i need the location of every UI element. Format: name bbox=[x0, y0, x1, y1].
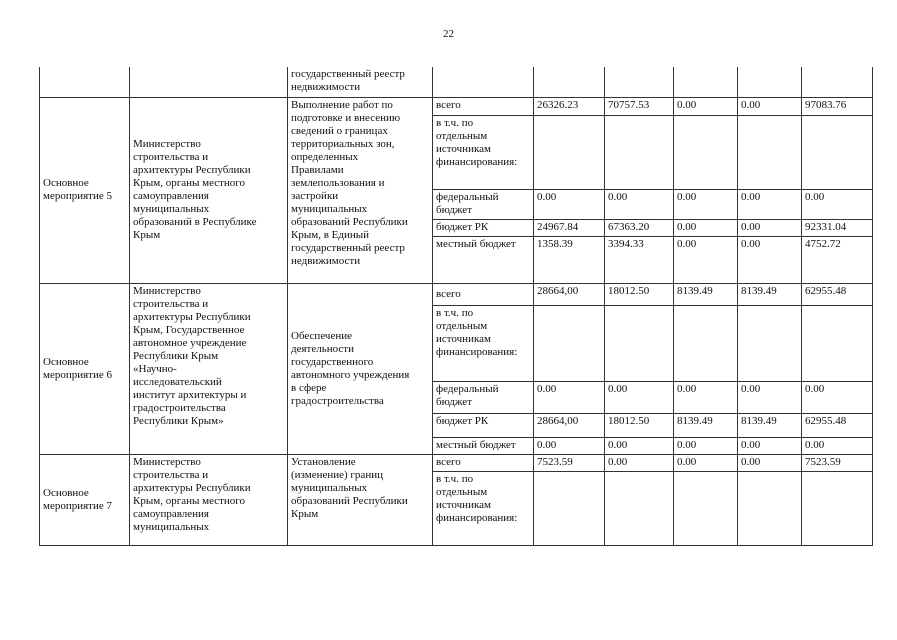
value-cell-text: 8139.49 bbox=[741, 414, 777, 427]
value-cell-text: 0.00 bbox=[677, 237, 697, 250]
source-cell bbox=[433, 189, 534, 219]
source-cell bbox=[433, 219, 534, 236]
description-cell-text: Обеспечение деятельности государственного автономного учреждения в сфере градостроительства bbox=[291, 329, 410, 407]
value-cell bbox=[534, 437, 605, 454]
value-cell-text: 0.00 bbox=[677, 98, 697, 111]
value-cell-text: 0.00 bbox=[608, 455, 628, 468]
value-cell bbox=[802, 454, 873, 471]
measure-cell bbox=[40, 454, 130, 545]
value-cell bbox=[738, 236, 802, 283]
value-cell bbox=[534, 454, 605, 471]
value-cell bbox=[738, 471, 802, 545]
value-cell bbox=[534, 67, 605, 97]
table-row bbox=[40, 283, 873, 305]
source-cell-text: федеральный бюджет bbox=[436, 190, 499, 216]
source-cell-text: местный бюджет bbox=[436, 438, 516, 451]
measure-cell-text: Основное мероприятие 7 bbox=[43, 486, 113, 512]
value-cell bbox=[674, 413, 738, 437]
value-cell bbox=[605, 219, 674, 236]
value-cell-text: 8139.49 bbox=[677, 414, 713, 427]
source-cell-text: всего bbox=[436, 455, 461, 468]
source-cell bbox=[433, 471, 534, 545]
value-cell bbox=[605, 189, 674, 219]
description-cell bbox=[288, 283, 433, 454]
value-cell bbox=[674, 189, 738, 219]
value-cell bbox=[605, 67, 674, 97]
value-cell-text: 28664,00 bbox=[537, 414, 579, 427]
value-cell-text: 92331.04 bbox=[805, 220, 847, 233]
value-cell-text: 0.00 bbox=[741, 382, 761, 395]
executor-cell-text: Министерство строительства и архитектуры Республики Крым, органы местного самоуправления муниципальных bbox=[133, 455, 251, 533]
value-cell bbox=[802, 67, 873, 97]
description-cell-text: Установление (изменение) границ муниципальных образований Республики Крым bbox=[291, 455, 408, 520]
measure-cell-text: Основное мероприятие 6 bbox=[43, 355, 113, 381]
value-cell-text: 26326.23 bbox=[537, 98, 579, 111]
value-cell bbox=[802, 236, 873, 283]
value-cell-text: 1358.39 bbox=[537, 237, 573, 250]
value-cell bbox=[674, 305, 738, 381]
description-cell bbox=[288, 97, 433, 283]
value-cell bbox=[738, 381, 802, 413]
value-cell bbox=[534, 189, 605, 219]
source-cell-text: всего bbox=[436, 98, 461, 111]
value-cell bbox=[605, 381, 674, 413]
value-cell bbox=[534, 283, 605, 305]
description-cell bbox=[288, 67, 433, 97]
value-cell-text: 7523.59 bbox=[537, 455, 573, 468]
source-cell bbox=[433, 454, 534, 471]
source-cell bbox=[433, 115, 534, 189]
value-cell-text: 0.00 bbox=[537, 438, 557, 451]
page-number: 22 bbox=[443, 28, 454, 40]
value-cell-text: 28664,00 bbox=[537, 284, 579, 297]
source-cell-text: всего bbox=[436, 287, 461, 300]
source-cell bbox=[433, 283, 534, 305]
value-cell bbox=[738, 413, 802, 437]
value-cell-text: 0.00 bbox=[741, 220, 761, 233]
executor-cell bbox=[130, 97, 288, 283]
value-cell-text: 0.00 bbox=[608, 382, 628, 395]
source-cell-text: в т.ч. по отдельным источникам финансирования: bbox=[436, 116, 518, 168]
value-cell bbox=[534, 219, 605, 236]
value-cell bbox=[605, 283, 674, 305]
value-cell bbox=[674, 454, 738, 471]
executor-cell-text: Министерство строительства и архитектуры Республики Крым, органы местного самоуправления муниципальных образований в Республике Крым bbox=[133, 138, 257, 241]
value-cell-text: 0.00 bbox=[677, 220, 697, 233]
value-cell bbox=[738, 283, 802, 305]
value-cell bbox=[534, 305, 605, 381]
measure-cell bbox=[40, 67, 130, 97]
value-cell-text: 62955.48 bbox=[805, 414, 847, 427]
value-cell bbox=[605, 97, 674, 115]
value-cell bbox=[674, 219, 738, 236]
value-cell bbox=[605, 413, 674, 437]
measure-cell bbox=[40, 283, 130, 454]
value-cell-text: 67363.20 bbox=[608, 220, 650, 233]
value-cell bbox=[802, 413, 873, 437]
description-cell-text: Выполнение работ по подготовке и внесению сведений о границах территориальных зон, определенных Правилами землепользования и застройки муниципальных образований Республики Крым, в Единый государственный реестр недвижимости bbox=[291, 98, 408, 267]
description-cell bbox=[288, 454, 433, 545]
value-cell bbox=[802, 437, 873, 454]
value-cell bbox=[534, 381, 605, 413]
value-cell bbox=[674, 97, 738, 115]
value-cell-text: 70757.53 bbox=[608, 98, 650, 111]
value-cell-text: 0.00 bbox=[677, 438, 697, 451]
value-cell bbox=[738, 437, 802, 454]
executor-cell-text: Министерство строительства и архитектуры Республики Крым, Государственное автономное учреждение Республики Крым «Научно- исследовательский институт архитектуры и градостроительства Республики Крым» bbox=[133, 284, 251, 427]
source-cell bbox=[433, 381, 534, 413]
source-cell bbox=[433, 236, 534, 283]
value-cell bbox=[802, 97, 873, 115]
value-cell bbox=[674, 283, 738, 305]
table-row bbox=[40, 454, 873, 471]
value-cell-text: 0.00 bbox=[608, 190, 628, 203]
source-cell-text: бюджет РК bbox=[436, 414, 489, 427]
value-cell-text: 18012.50 bbox=[608, 414, 650, 427]
value-cell-text: 0.00 bbox=[677, 190, 697, 203]
value-cell-text: 62955.48 bbox=[805, 284, 847, 297]
value-cell-text: 7523.59 bbox=[805, 455, 841, 468]
source-cell-text: федеральный бюджет bbox=[436, 382, 499, 408]
table-row bbox=[40, 97, 873, 115]
value-cell bbox=[605, 437, 674, 454]
value-cell bbox=[802, 381, 873, 413]
measure-cell bbox=[40, 97, 130, 283]
value-cell-text: 8139.49 bbox=[741, 284, 777, 297]
value-cell bbox=[534, 236, 605, 283]
value-cell-text: 0.00 bbox=[741, 455, 761, 468]
value-cell bbox=[802, 283, 873, 305]
value-cell bbox=[605, 454, 674, 471]
value-cell-text: 0.00 bbox=[741, 438, 761, 451]
value-cell-text: 0.00 bbox=[805, 190, 825, 203]
value-cell-text: 24967.84 bbox=[537, 220, 579, 233]
value-cell bbox=[674, 471, 738, 545]
source-cell bbox=[433, 413, 534, 437]
source-cell-text: местный бюджет bbox=[436, 237, 516, 250]
value-cell bbox=[738, 305, 802, 381]
value-cell bbox=[738, 454, 802, 471]
value-cell bbox=[738, 189, 802, 219]
value-cell bbox=[802, 471, 873, 545]
funding-table bbox=[39, 67, 873, 546]
value-cell-text: 3394.33 bbox=[608, 237, 644, 250]
source-cell-text: в т.ч. по отдельным источникам финансирования: bbox=[436, 306, 518, 358]
value-cell bbox=[605, 305, 674, 381]
executor-cell bbox=[130, 283, 288, 454]
value-cell bbox=[534, 413, 605, 437]
value-cell bbox=[534, 115, 605, 189]
executor-cell bbox=[130, 67, 288, 97]
value-cell bbox=[802, 305, 873, 381]
value-cell-text: 0.00 bbox=[741, 237, 761, 250]
value-cell bbox=[605, 236, 674, 283]
value-cell bbox=[802, 189, 873, 219]
value-cell bbox=[738, 97, 802, 115]
value-cell-text: 0.00 bbox=[677, 382, 697, 395]
value-cell bbox=[534, 97, 605, 115]
value-cell bbox=[738, 67, 802, 97]
source-cell bbox=[433, 305, 534, 381]
value-cell bbox=[674, 67, 738, 97]
source-cell bbox=[433, 67, 534, 97]
value-cell bbox=[802, 219, 873, 236]
value-cell bbox=[674, 236, 738, 283]
value-cell-text: 4752.72 bbox=[805, 237, 841, 250]
value-cell-text: 0.00 bbox=[805, 438, 825, 451]
value-cell-text: 0.00 bbox=[805, 382, 825, 395]
value-cell-text: 0.00 bbox=[537, 382, 557, 395]
value-cell bbox=[674, 115, 738, 189]
value-cell-text: 8139.49 bbox=[677, 284, 713, 297]
table-row bbox=[40, 67, 873, 97]
value-cell bbox=[605, 115, 674, 189]
value-cell-text: 0.00 bbox=[741, 190, 761, 203]
value-cell-text: 0.00 bbox=[677, 455, 697, 468]
value-cell-text: 0.00 bbox=[537, 190, 557, 203]
value-cell bbox=[738, 115, 802, 189]
value-cell bbox=[802, 115, 873, 189]
value-cell-text: 0.00 bbox=[608, 438, 628, 451]
value-cell bbox=[605, 471, 674, 545]
value-cell bbox=[738, 219, 802, 236]
source-cell-text: в т.ч. по отдельным источникам финансирования: bbox=[436, 472, 518, 524]
executor-cell bbox=[130, 454, 288, 545]
measure-cell-text: Основное мероприятие 5 bbox=[43, 177, 113, 202]
source-cell bbox=[433, 437, 534, 454]
value-cell bbox=[534, 471, 605, 545]
value-cell-text: 97083.76 bbox=[805, 98, 847, 111]
source-cell-text: бюджет РК bbox=[436, 220, 489, 233]
value-cell bbox=[674, 381, 738, 413]
source-cell bbox=[433, 97, 534, 115]
value-cell-text: 0.00 bbox=[741, 98, 761, 111]
description-cell-text: государственный реестр недвижимости bbox=[291, 68, 405, 93]
value-cell bbox=[674, 437, 738, 454]
value-cell-text: 18012.50 bbox=[608, 284, 650, 297]
